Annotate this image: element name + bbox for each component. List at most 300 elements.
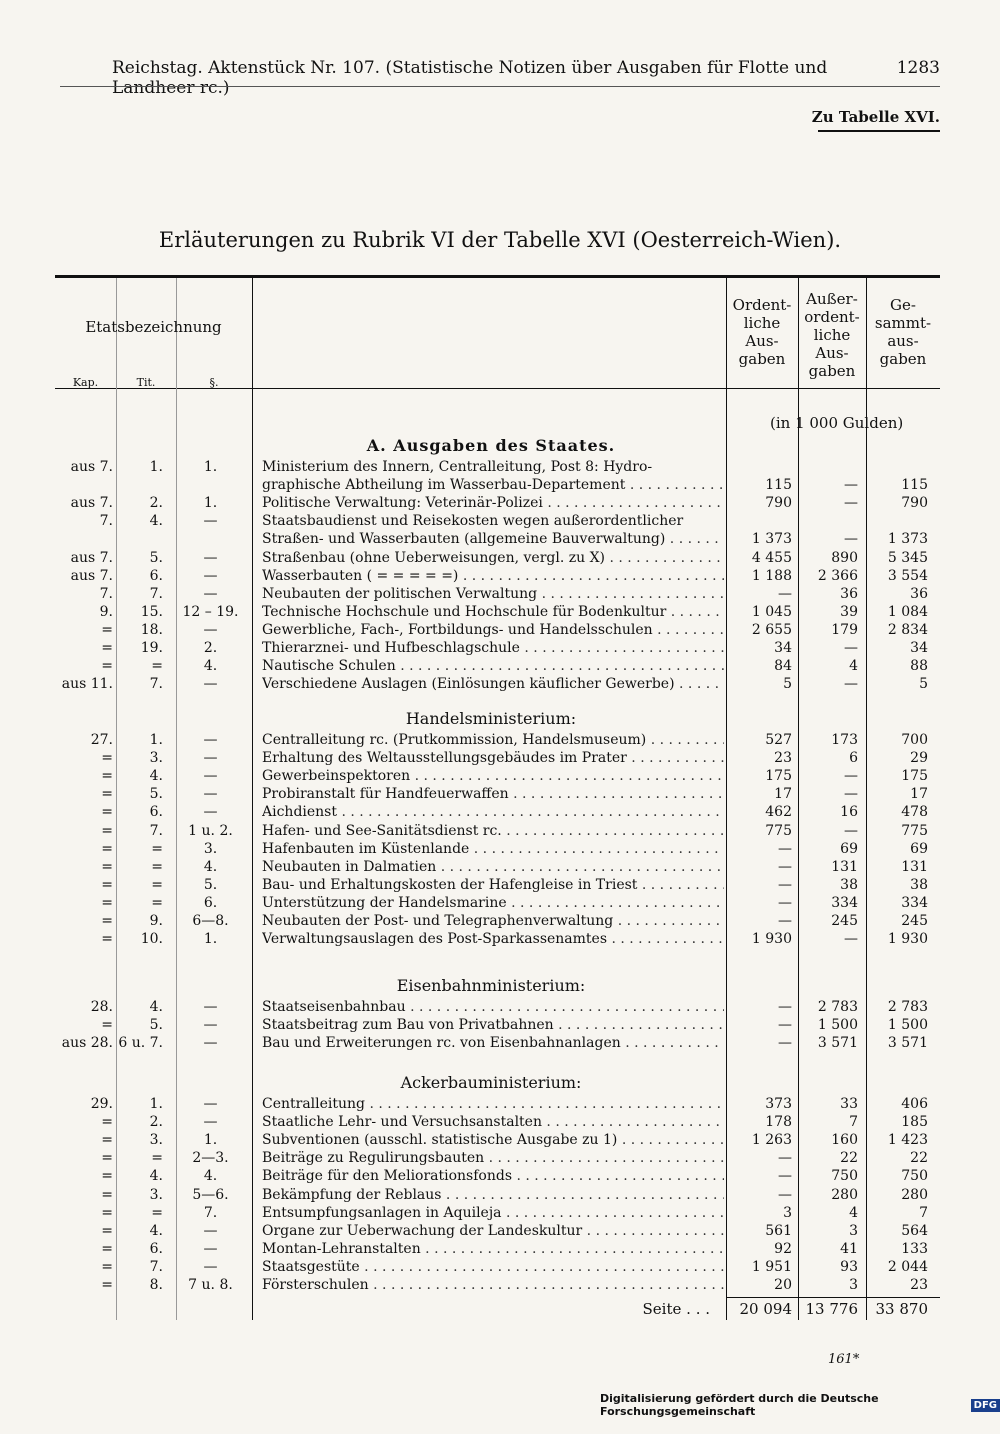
cell-par: 2. bbox=[203, 640, 218, 656]
cell-a: — bbox=[844, 531, 858, 548]
cell-a: — bbox=[844, 640, 858, 656]
cell-a: 3 571 bbox=[817, 1035, 858, 1052]
cell-tit: 3. bbox=[149, 750, 163, 767]
cell-kap: = bbox=[101, 931, 113, 948]
cell-desc: Organe zur Ueberwachung der Landeskultur . . . bbox=[262, 1222, 724, 1240]
cell-o: — bbox=[778, 1168, 792, 1185]
cell-kap: = bbox=[101, 1240, 113, 1257]
header-kap: Kap. bbox=[72, 376, 99, 389]
cell-par: — bbox=[203, 804, 218, 821]
cell-tit: 4. bbox=[149, 513, 163, 530]
cell-g: 1 423 bbox=[887, 1132, 928, 1149]
table-reference-underline bbox=[818, 130, 940, 132]
cell-tit: = bbox=[151, 658, 163, 675]
cell-g: 36 bbox=[910, 585, 928, 602]
cell-a: 2 783 bbox=[817, 999, 858, 1015]
cell-tit: 18. bbox=[140, 621, 163, 638]
cell-desc: Bekämpfung der Reblaus . . . bbox=[262, 1186, 724, 1204]
table-row bbox=[0, 1167, 1000, 1185]
table-row bbox=[0, 585, 1000, 603]
cell-a: — bbox=[844, 931, 858, 948]
cell-kap: = bbox=[101, 658, 113, 675]
cell-o: 1 263 bbox=[751, 1132, 792, 1149]
cell-a: 6 bbox=[849, 750, 858, 767]
table-row bbox=[0, 603, 1000, 621]
cell-o: — bbox=[778, 840, 792, 857]
table-row bbox=[0, 1276, 1000, 1294]
cell-o: — bbox=[778, 1035, 792, 1052]
cell-kap: 7. bbox=[99, 585, 113, 602]
cell-desc: Entsumpfungsanlagen in Aquileja . . . bbox=[262, 1204, 724, 1222]
cell-desc: Technische Hochschule und Hochschule für Bodenkultur . . . bbox=[262, 603, 724, 621]
cell-o: 373 bbox=[765, 1096, 792, 1112]
table-row bbox=[0, 1016, 1000, 1034]
cell-o: — bbox=[778, 1186, 792, 1203]
cell-kap: = bbox=[101, 894, 113, 911]
cell-par: — bbox=[203, 676, 218, 693]
cell-kap: 27. bbox=[90, 732, 113, 748]
page-title: Erläuterungen zu Rubrik VI der Tabelle XVI (Oesterreich-Wien). bbox=[158, 228, 842, 252]
cell-g: 564 bbox=[901, 1222, 928, 1239]
cell-kap: 7. bbox=[99, 513, 113, 530]
cell-g: 133 bbox=[901, 1240, 928, 1257]
cell-o: 3 bbox=[783, 1204, 792, 1221]
table-row bbox=[0, 1095, 1000, 1113]
cell-g: 23 bbox=[910, 1277, 928, 1293]
cell-kap: = bbox=[101, 876, 113, 893]
cell-desc: Försterschulen . . . bbox=[262, 1276, 724, 1294]
page-number: 1283 bbox=[896, 58, 940, 78]
cell-desc: Verwaltungsauslagen des Post-Sparkassenamtes . . . bbox=[262, 930, 724, 948]
cell-o: 23 bbox=[774, 750, 792, 767]
table-row bbox=[0, 567, 1000, 585]
table-row bbox=[0, 1034, 1000, 1052]
cell-par: — bbox=[203, 513, 218, 530]
table-row bbox=[0, 894, 1000, 912]
cell-g: 2 834 bbox=[887, 621, 928, 638]
cell-kap: 29. bbox=[90, 1096, 113, 1112]
cell-kap: = bbox=[101, 1186, 113, 1203]
cell-o: 17 bbox=[774, 786, 792, 803]
cell-par: 1. bbox=[203, 931, 218, 948]
cell-g: 34 bbox=[910, 640, 928, 656]
cell-g: 790 bbox=[901, 495, 928, 512]
cell-g: 334 bbox=[901, 894, 928, 911]
table-row bbox=[0, 657, 1000, 675]
cell-a: 7 bbox=[849, 1114, 858, 1131]
cell-o: — bbox=[778, 1150, 792, 1167]
table-row bbox=[0, 512, 1000, 530]
cell-tit: 9. bbox=[149, 913, 163, 929]
cell-a: — bbox=[844, 768, 858, 785]
cell-a: 2 366 bbox=[817, 567, 858, 584]
cell-par: 1 u. 2. bbox=[188, 822, 233, 839]
cell-tit: 19. bbox=[140, 640, 163, 656]
cell-a: 173 bbox=[831, 732, 858, 748]
cell-par: — bbox=[203, 1114, 218, 1131]
table-row bbox=[0, 858, 1000, 876]
cell-a: 4 bbox=[849, 1204, 858, 1221]
cell-tit: 8. bbox=[149, 1277, 163, 1293]
cell-tit: 7. bbox=[149, 1258, 163, 1275]
table-top-rule bbox=[55, 275, 940, 278]
cell-o: 1 951 bbox=[751, 1258, 792, 1275]
total-gesammt: 33 870 bbox=[875, 1300, 928, 1318]
cell-o: — bbox=[778, 913, 792, 929]
cell-desc: Staatsgestüte . . . bbox=[262, 1258, 724, 1276]
cell-par: 5. bbox=[203, 876, 218, 893]
cell-tit: 7. bbox=[149, 822, 163, 839]
cell-tit: 3. bbox=[149, 1132, 163, 1149]
cell-kap: 28. bbox=[90, 999, 113, 1015]
cell-o: — bbox=[778, 585, 792, 602]
cell-a: 890 bbox=[831, 549, 858, 566]
cell-o: 34 bbox=[774, 640, 792, 656]
cell-par: — bbox=[203, 1240, 218, 1257]
cell-par: 3. bbox=[203, 840, 218, 857]
footer-text: Digitalisierung gefördert durch die Deutsche Forschungsgemeinschaft bbox=[600, 1392, 879, 1418]
cell-o: 178 bbox=[765, 1114, 792, 1131]
cell-tit: = bbox=[151, 840, 163, 857]
cell-g: 38 bbox=[910, 876, 928, 893]
cell-kap: aus 7. bbox=[70, 567, 113, 584]
cell-a: 280 bbox=[831, 1186, 858, 1203]
cell-desc: Gewerbeinspektoren . . . bbox=[262, 767, 724, 785]
cell-a: 750 bbox=[831, 1168, 858, 1185]
cell-par: 4. bbox=[203, 1168, 218, 1185]
cell-desc: Staatsbaudienst und Reisekosten wegen außerordentlicher bbox=[262, 513, 684, 530]
cell-a: — bbox=[844, 495, 858, 512]
table-row bbox=[0, 767, 1000, 785]
cell-par: 7. bbox=[203, 1204, 218, 1221]
cell-a: 16 bbox=[840, 804, 858, 821]
cell-a: 1 500 bbox=[817, 1017, 858, 1034]
cell-desc: Politische Verwaltung: Veterinär-Polizei . . . bbox=[262, 494, 724, 512]
cell-kap: = bbox=[101, 621, 113, 638]
cell-o: — bbox=[778, 1017, 792, 1034]
cell-o: 5 bbox=[783, 676, 792, 693]
cell-par: — bbox=[203, 1096, 218, 1112]
total-ordentliche: 20 094 bbox=[739, 1300, 792, 1318]
cell-tit: 1. bbox=[149, 732, 163, 748]
cell-par: — bbox=[203, 786, 218, 803]
cell-kap: = bbox=[101, 750, 113, 767]
footer bbox=[600, 1392, 1000, 1418]
cell-a: 4 bbox=[849, 658, 858, 675]
cell-desc: Bau und Erweiterungen rc. von Eisenbahnanlagen . . . bbox=[262, 1034, 724, 1052]
cell-o: 1 373 bbox=[751, 531, 792, 548]
cell-desc: Aichdienst . . . bbox=[262, 803, 724, 821]
cell-g: 3 554 bbox=[887, 567, 928, 584]
table-row bbox=[0, 621, 1000, 639]
cell-tit: 10. bbox=[140, 931, 163, 948]
table-row bbox=[0, 494, 1000, 512]
table-row bbox=[0, 1222, 1000, 1240]
cell-tit: 4. bbox=[149, 1168, 163, 1185]
cell-par: 6. bbox=[203, 894, 218, 911]
cell-desc: Staatseisenbahnbau . . . bbox=[262, 998, 724, 1016]
cell-kap: aus 7. bbox=[70, 459, 113, 475]
cell-desc: Erhaltung des Weltausstellungsgebäudes im Prater . . . bbox=[262, 749, 724, 767]
cell-par: — bbox=[203, 585, 218, 602]
cell-g: 1 373 bbox=[887, 531, 928, 548]
cell-g: 2 044 bbox=[887, 1258, 928, 1275]
cell-kap: = bbox=[101, 1222, 113, 1239]
cell-a: — bbox=[844, 822, 858, 839]
table-row bbox=[0, 749, 1000, 767]
cell-o: 175 bbox=[765, 768, 792, 785]
cell-par: 6—8. bbox=[192, 913, 229, 929]
cell-kap: = bbox=[101, 1150, 113, 1167]
cell-tit: 5. bbox=[149, 786, 163, 803]
cell-desc: Verschiedene Auslagen (Einlösungen käuflicher Gewerbe) . . . bbox=[262, 675, 724, 693]
cell-tit: = bbox=[151, 894, 163, 911]
cell-desc: Straßen- und Wasserbauten (allgemeine Bauverwaltung) . . . bbox=[262, 530, 724, 548]
cell-par: — bbox=[203, 621, 218, 638]
cell-g: 700 bbox=[901, 732, 928, 748]
cell-par: 5—6. bbox=[192, 1186, 229, 1203]
cell-o: — bbox=[778, 999, 792, 1015]
cell-o: — bbox=[778, 894, 792, 911]
cell-tit: 4. bbox=[149, 999, 163, 1015]
cell-desc: Nautische Schulen . . . bbox=[262, 657, 724, 675]
cell-desc: Staatliche Lehr- und Versuchsanstalten . . . bbox=[262, 1113, 724, 1131]
cell-par: — bbox=[203, 567, 218, 584]
cell-kap: = bbox=[101, 804, 113, 821]
cell-a: 69 bbox=[840, 840, 858, 857]
table-row bbox=[0, 1149, 1000, 1167]
table-row bbox=[0, 1186, 1000, 1204]
cell-a: 131 bbox=[831, 858, 858, 875]
cell-desc: Beiträge für den Meliorationsfonds . . . bbox=[262, 1167, 724, 1185]
cell-par: — bbox=[203, 1017, 218, 1034]
cell-tit: 3. bbox=[149, 1186, 163, 1203]
cell-o: 1 930 bbox=[751, 931, 792, 948]
cell-o: 20 bbox=[774, 1277, 792, 1293]
table-row bbox=[0, 912, 1000, 930]
cell-tit: 6. bbox=[149, 567, 163, 584]
cell-par: 1. bbox=[203, 1132, 218, 1149]
section-heading: Eisenbahnministerium: bbox=[396, 976, 586, 995]
cell-desc: Centralleitung rc. (Prutkommission, Handelsmuseum) . . . bbox=[262, 731, 724, 749]
cell-a: — bbox=[844, 676, 858, 693]
table-row bbox=[0, 530, 1000, 548]
cell-par: — bbox=[203, 1035, 218, 1052]
cell-desc: Centralleitung . . . bbox=[262, 1095, 724, 1113]
cell-desc: Montan-Lehranstalten . . . bbox=[262, 1240, 724, 1258]
cell-kap: = bbox=[101, 858, 113, 875]
cell-kap: aus 7. bbox=[70, 495, 113, 512]
cell-desc: Hafen- und See-Sanitätsdienst rc. . . . bbox=[262, 822, 724, 840]
cell-kap: = bbox=[101, 640, 113, 656]
cell-desc: Bau- und Erhaltungskosten der Hafengleise in Triest . . . bbox=[262, 876, 724, 894]
cell-a: — bbox=[844, 477, 858, 494]
cell-kap: aus 7. bbox=[70, 549, 113, 566]
table-row bbox=[0, 731, 1000, 749]
cell-g: 1 500 bbox=[887, 1017, 928, 1034]
cell-tit: 4. bbox=[149, 768, 163, 785]
cell-g: 406 bbox=[901, 1096, 928, 1112]
cell-kap: = bbox=[101, 786, 113, 803]
cell-g: 29 bbox=[910, 750, 928, 767]
cell-par: 4. bbox=[203, 658, 218, 675]
header-par: §. bbox=[209, 376, 219, 389]
cell-tit: 15. bbox=[140, 603, 163, 620]
section-heading: A. Ausgaben des Staates. bbox=[366, 436, 616, 455]
header-tit: Tit. bbox=[136, 376, 156, 389]
table-row bbox=[0, 822, 1000, 840]
cell-par: 1. bbox=[203, 495, 218, 512]
table-row bbox=[0, 876, 1000, 894]
cell-g: 5 345 bbox=[887, 549, 928, 566]
cell-tit: = bbox=[151, 876, 163, 893]
section-heading: Handelsministerium: bbox=[405, 709, 577, 728]
cell-a: 3 bbox=[849, 1277, 858, 1293]
cell-par: — bbox=[203, 1222, 218, 1239]
table-row bbox=[0, 1113, 1000, 1131]
cell-kap: = bbox=[101, 1132, 113, 1149]
cell-g: 3 571 bbox=[887, 1035, 928, 1052]
header-ordentliche: Ordent- liche Aus- gaben bbox=[732, 296, 792, 368]
cell-g: 1 930 bbox=[887, 931, 928, 948]
cell-par: 2—3. bbox=[192, 1150, 229, 1167]
table-row bbox=[0, 998, 1000, 1016]
cell-g: 2 783 bbox=[887, 999, 928, 1015]
header-ausserordentliche: Außer- ordent- liche Aus- gaben bbox=[804, 290, 860, 380]
cell-kap: = bbox=[101, 913, 113, 929]
cell-g: 478 bbox=[901, 804, 928, 821]
cell-tit: 7. bbox=[149, 676, 163, 693]
table-row bbox=[0, 785, 1000, 803]
cell-a: 38 bbox=[840, 876, 858, 893]
cell-kap: 9. bbox=[99, 603, 113, 620]
table-row bbox=[0, 930, 1000, 948]
cell-desc: Thierarznei- und Hufbeschlagschule . . . bbox=[262, 639, 724, 657]
table-row bbox=[0, 840, 1000, 858]
cell-tit: 1. bbox=[149, 1096, 163, 1112]
cell-tit: 2. bbox=[149, 1114, 163, 1131]
cell-o: 1 188 bbox=[751, 567, 792, 584]
cell-kap: = bbox=[101, 1204, 113, 1221]
cell-a: 36 bbox=[840, 585, 858, 602]
cell-tit: 2. bbox=[149, 495, 163, 512]
table-row bbox=[0, 1204, 1000, 1222]
cell-kap: aus 11. bbox=[61, 676, 113, 693]
cell-o: — bbox=[778, 876, 792, 893]
cell-g: 131 bbox=[901, 858, 928, 875]
cell-desc: Hafenbauten im Küstenlande . . . bbox=[262, 840, 724, 858]
unit-note: (in 1 000 Gulden) bbox=[770, 414, 904, 432]
cell-g: 175 bbox=[901, 768, 928, 785]
cell-tit: 4. bbox=[149, 1222, 163, 1239]
cell-tit: 6 u. 7. bbox=[118, 1035, 163, 1052]
table-row bbox=[0, 1240, 1000, 1258]
cell-o: 115 bbox=[765, 477, 792, 494]
cell-desc: Wasserbauten ( = = = = =) . . . bbox=[262, 567, 724, 585]
cell-a: 93 bbox=[840, 1258, 858, 1275]
cell-tit: 6. bbox=[149, 804, 163, 821]
running-header bbox=[112, 58, 940, 98]
cell-o: 775 bbox=[765, 822, 792, 839]
cell-g: 88 bbox=[910, 658, 928, 675]
cell-par: 1. bbox=[203, 459, 218, 475]
cell-g: 775 bbox=[901, 822, 928, 839]
header-rule bbox=[60, 86, 940, 87]
cell-desc: Neubauten der Post- und Telegraphenverwaltung . . . bbox=[262, 912, 724, 930]
cell-kap: aus 28. bbox=[61, 1035, 113, 1052]
cell-g: 185 bbox=[901, 1114, 928, 1131]
cell-desc: Subventionen (ausschl. statistische Ausgabe zu 1) . . . bbox=[262, 1131, 724, 1149]
cell-a: 160 bbox=[831, 1132, 858, 1149]
dfg-logo: DFG bbox=[971, 1399, 1000, 1412]
cell-kap: = bbox=[101, 768, 113, 785]
cell-desc: Straßenbau (ohne Ueberweisungen, vergl. zu X) . . . bbox=[262, 549, 724, 567]
cell-tit: 5. bbox=[149, 549, 163, 566]
cell-o: 92 bbox=[774, 1240, 792, 1257]
table-row bbox=[0, 1131, 1000, 1149]
cell-par: 7 u. 8. bbox=[188, 1277, 233, 1293]
cell-o: 527 bbox=[765, 732, 792, 748]
cell-tit: 5. bbox=[149, 1017, 163, 1034]
cell-g: 1 084 bbox=[887, 603, 928, 620]
cell-a: — bbox=[844, 786, 858, 803]
cell-tit: = bbox=[151, 1150, 163, 1167]
table-row bbox=[0, 675, 1000, 693]
cell-o: 84 bbox=[774, 658, 792, 675]
cell-a: 245 bbox=[831, 913, 858, 929]
cell-o: 790 bbox=[765, 495, 792, 512]
cell-g: 280 bbox=[901, 1186, 928, 1203]
cell-desc: Staatsbeitrag zum Bau von Privatbahnen . . . bbox=[262, 1016, 724, 1034]
cell-g: 17 bbox=[910, 786, 928, 803]
cell-kap: = bbox=[101, 1114, 113, 1131]
cell-par: — bbox=[203, 549, 218, 566]
cell-o: 1 045 bbox=[751, 603, 792, 620]
header-etatsbezeichnung: Etatsbezeichnung bbox=[85, 318, 222, 336]
cell-tit: 1. bbox=[149, 459, 163, 475]
cell-kap: = bbox=[101, 840, 113, 857]
cell-par: — bbox=[203, 999, 218, 1015]
total-ausserordentliche: 13 776 bbox=[805, 1300, 858, 1318]
cell-tit: = bbox=[151, 858, 163, 875]
cell-kap: = bbox=[101, 1277, 113, 1293]
table-row bbox=[0, 1258, 1000, 1276]
total-label: Seite . . . bbox=[642, 1300, 710, 1318]
cell-par: 4. bbox=[203, 858, 218, 875]
cell-par: — bbox=[203, 768, 218, 785]
cell-g: 750 bbox=[901, 1168, 928, 1185]
cell-desc: graphische Abtheilung im Wasserbau-Departement . . . bbox=[262, 476, 724, 494]
cell-g: 69 bbox=[910, 840, 928, 857]
cell-par: — bbox=[203, 732, 218, 748]
cell-o: — bbox=[778, 858, 792, 875]
cell-kap: = bbox=[101, 1168, 113, 1185]
running-title: Reichstag. Aktenstück Nr. 107. (Statistische Notizen über Ausgaben für Flotte und Landheer rc.) bbox=[112, 58, 828, 98]
cell-g: 5 bbox=[919, 676, 928, 693]
cell-desc: Probiranstalt für Handfeuerwaffen . . . bbox=[262, 785, 724, 803]
cell-kap: = bbox=[101, 822, 113, 839]
cell-a: 33 bbox=[840, 1096, 858, 1112]
cell-g: 22 bbox=[910, 1150, 928, 1167]
table-reference: Zu Tabelle XVI. bbox=[811, 108, 940, 126]
cell-a: 41 bbox=[840, 1240, 858, 1257]
table-row bbox=[0, 803, 1000, 821]
cell-a: 334 bbox=[831, 894, 858, 911]
cell-desc: Unterstützung der Handelsmarine . . . bbox=[262, 894, 724, 912]
cell-g: 115 bbox=[901, 477, 928, 494]
cell-g: 245 bbox=[901, 913, 928, 929]
cell-a: 179 bbox=[831, 621, 858, 638]
